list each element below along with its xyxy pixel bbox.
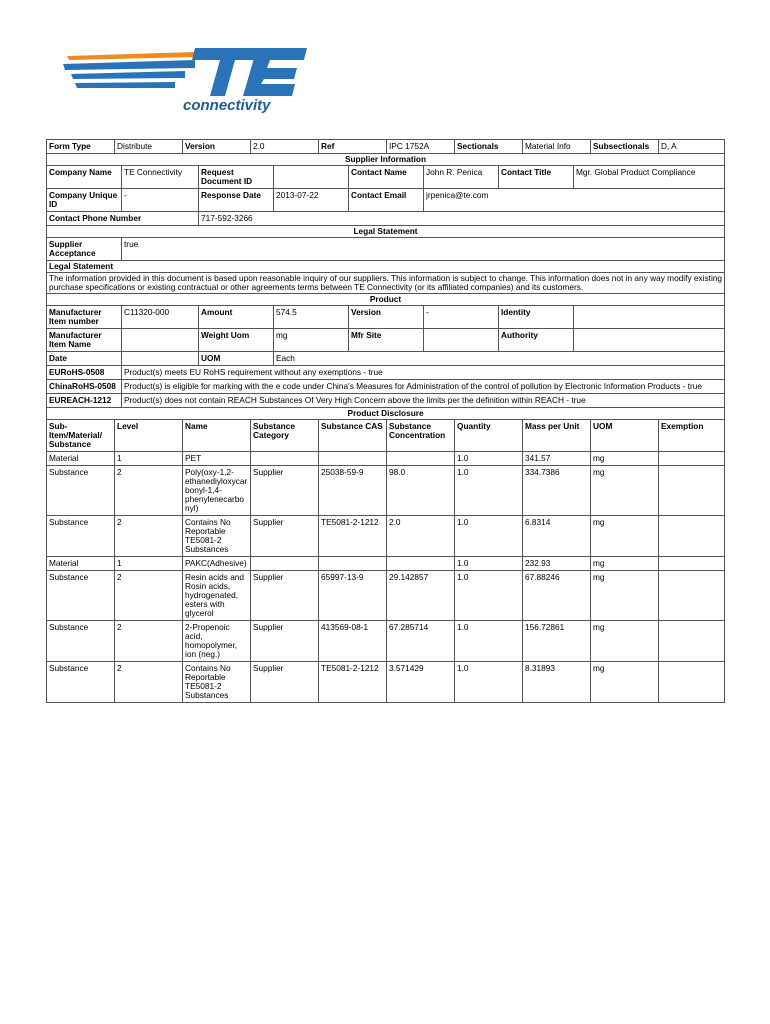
company-name-label: Company Name — [47, 166, 122, 189]
table-cell: mg — [591, 621, 659, 662]
table-row — [47, 516, 725, 557]
table-cell: 65997-13-9 — [319, 571, 387, 621]
chinarohs-value: Product(s) is eligible for marking with the e code under China's Measures for Administration of the control of pollution by Electronic Information Products - true — [122, 380, 725, 394]
table-cell: 1.0 — [455, 571, 523, 621]
table-row — [47, 557, 725, 571]
eureach-label: EUREACH-1212 — [47, 394, 122, 408]
mfr-site-label: Mfr Site — [349, 329, 424, 352]
table-cell — [387, 452, 455, 466]
table-cell: mg — [591, 557, 659, 571]
subsectionals-label: Subsectionals — [591, 140, 659, 154]
table-cell: 232.93 — [523, 557, 591, 571]
company-unique-id-label: Company Unique ID — [47, 189, 122, 212]
form-type-value: Distribute — [115, 140, 183, 154]
legal-statement-text: The information provided in this document is based upon reasonable inquiry of our suppliers. This information is subject to change. This information does not in any way modify existing purchase specifications or existing contractual or other agreements terms between TE Connectivity (or its affiliated companies) and its customers. — [47, 273, 725, 294]
table-cell — [659, 452, 725, 466]
te-connectivity-logo — [45, 38, 315, 118]
chinarohs-row — [47, 380, 725, 394]
supplier-row-1 — [47, 166, 725, 189]
table-cell: 2 — [115, 662, 183, 703]
ref-value: IPC 1752A — [387, 140, 455, 154]
table-cell: 3.571429 — [387, 662, 455, 703]
table-cell: PET — [183, 452, 251, 466]
column-header: Sub-Item/Material/ Substance — [47, 420, 115, 452]
eureach-value: Product(s) does not contain REACH Substances Of Very High Concern above the limits per the definition within REACH - true — [122, 394, 725, 408]
authority-value — [574, 329, 725, 352]
table-cell: Poly(oxy-1,2-ethanediyloxycarbonyl-1,4-phenylenecarbonyl) — [183, 466, 251, 516]
table-row — [47, 466, 725, 516]
table-cell: mg — [591, 466, 659, 516]
table-cell — [659, 662, 725, 703]
table-cell: mg — [591, 452, 659, 466]
table-cell: 156.72861 — [523, 621, 591, 662]
table-cell: Contains No Reportable TE5081-2 Substances — [183, 662, 251, 703]
declaration-document — [46, 139, 724, 703]
table-cell: 1 — [115, 557, 183, 571]
date-value — [122, 352, 199, 366]
supplier-row-2 — [47, 189, 725, 212]
table-cell: mg — [591, 571, 659, 621]
table-cell: mg — [591, 516, 659, 557]
table-cell: Material — [47, 557, 115, 571]
column-header: Name — [183, 420, 251, 452]
response-date-value: 2013-07-22 — [274, 189, 349, 212]
product-row-3 — [47, 352, 725, 366]
chinarohs-label: ChinaRoHS-0508 — [47, 380, 122, 394]
response-date-label: Response Date — [199, 189, 274, 212]
mfr-item-number-label: Manufacturer Item number — [47, 306, 122, 329]
disclosure-table — [46, 407, 725, 703]
table-row — [47, 452, 725, 466]
table-cell: TE5081-2-1212 — [319, 662, 387, 703]
table-cell: Contains No Reportable TE5081-2 Substances — [183, 516, 251, 557]
supplier-acceptance-label: Supplier Acceptance — [47, 238, 122, 261]
subsectionals-value: D, A — [659, 140, 725, 154]
supplier-row-3 — [47, 212, 725, 226]
table-row — [47, 621, 725, 662]
table-cell: TE5081-2-1212 — [319, 516, 387, 557]
product-row-1 — [47, 306, 725, 329]
header-row — [47, 140, 725, 154]
product-row-2 — [47, 329, 725, 352]
request-doc-id-label: Request Document ID — [199, 166, 274, 189]
table-cell — [319, 557, 387, 571]
table-cell: 98.0 — [387, 466, 455, 516]
contact-title-value: Mgr. Global Product Compliance — [574, 166, 725, 189]
table-cell: 2 — [115, 466, 183, 516]
mfr-item-name-value — [122, 329, 199, 352]
table-cell: 29.142857 — [387, 571, 455, 621]
column-header: Substance Concentration — [387, 420, 455, 452]
disclosure-section-title: Product Disclosure — [47, 408, 725, 420]
eurohs-row — [47, 366, 725, 380]
uom-value: Each — [274, 352, 725, 366]
table-cell: 1.0 — [455, 621, 523, 662]
eurohs-value: Product(s) meets EU RoHS requirement without any exemptions - true — [122, 366, 725, 380]
table-cell: Substance — [47, 621, 115, 662]
table-cell: 2.0 — [387, 516, 455, 557]
table-cell — [659, 466, 725, 516]
table-cell: 1.0 — [455, 516, 523, 557]
table-cell — [659, 516, 725, 557]
table-cell: Substance — [47, 662, 115, 703]
product-section-title: Product — [47, 294, 725, 306]
table-cell: 1.0 — [455, 557, 523, 571]
contact-phone-label: Contact Phone Number — [47, 212, 199, 226]
product-version-label: Version — [349, 306, 424, 329]
table-cell: 2-Propenoic acid, homopolymer, ion (neg.) — [183, 621, 251, 662]
date-label: Date — [47, 352, 122, 366]
identity-value — [574, 306, 725, 329]
table-cell: 8.31893 — [523, 662, 591, 703]
request-doc-id-value — [274, 166, 349, 189]
table-cell — [659, 571, 725, 621]
table-cell — [251, 452, 319, 466]
company-name-value: TE Connectivity — [122, 166, 199, 189]
table-cell: 2 — [115, 571, 183, 621]
eurohs-label: EURoHS-0508 — [47, 366, 122, 380]
table-cell: 25038-59-9 — [319, 466, 387, 516]
acceptance-row — [47, 238, 725, 261]
company-unique-id-value: - — [122, 189, 199, 212]
table-cell: Substance — [47, 571, 115, 621]
column-header: Substance CAS — [319, 420, 387, 452]
table-cell: Material — [47, 452, 115, 466]
mfr-site-value — [424, 329, 499, 352]
table-cell: PAKC(Adhesive) — [183, 557, 251, 571]
disclosure-rows — [47, 452, 725, 703]
table-cell: Supplier — [251, 466, 319, 516]
column-header: Mass per Unit — [523, 420, 591, 452]
table-row — [47, 662, 725, 703]
contact-title-label: Contact Title — [499, 166, 574, 189]
table-cell: 341.57 — [523, 452, 591, 466]
mfr-item-number-value: C11320-000 — [122, 306, 199, 329]
sectionals-label: Sectionals — [455, 140, 523, 154]
contact-name-label: Contact Name — [349, 166, 424, 189]
table-cell: Substance — [47, 516, 115, 557]
weight-uom-label: Weight Uom — [199, 329, 274, 352]
amount-value: 574.5 — [274, 306, 349, 329]
identity-label: Identity — [499, 306, 574, 329]
table-cell: 67.285714 — [387, 621, 455, 662]
legal-section-title: Legal Statement — [47, 226, 725, 238]
version-label: Version — [183, 140, 251, 154]
table-cell — [659, 621, 725, 662]
disclosure-header-row — [47, 420, 725, 452]
contact-email-value: jrpenica@te.com — [424, 189, 725, 212]
table-cell: Supplier — [251, 571, 319, 621]
uom-label: UOM — [199, 352, 274, 366]
contact-name-value: John R. Penica — [424, 166, 499, 189]
column-header: UOM — [591, 420, 659, 452]
eureach-row — [47, 394, 725, 408]
table-cell: Supplier — [251, 516, 319, 557]
ref-label: Ref — [319, 140, 387, 154]
column-header: Exemption — [659, 420, 725, 452]
version-value: 2.0 — [251, 140, 319, 154]
table-cell: 334.7386 — [523, 466, 591, 516]
contact-phone-value: 717-592-3266 — [199, 212, 725, 226]
table-cell: 2 — [115, 621, 183, 662]
supplier-section-title: Supplier Information — [47, 154, 725, 166]
form-type-label: Form Type — [47, 140, 115, 154]
table-cell: 1.0 — [455, 452, 523, 466]
table-cell: 2 — [115, 516, 183, 557]
legal-statement-label: Legal Statement — [47, 261, 725, 273]
column-header: Level — [115, 420, 183, 452]
mfr-item-name-label: Manufacturer Item Name — [47, 329, 122, 352]
table-cell: 1 — [115, 452, 183, 466]
table-cell: Substance — [47, 466, 115, 516]
table-row — [47, 571, 725, 621]
table-cell — [251, 557, 319, 571]
table-cell: 1.0 — [455, 466, 523, 516]
table-cell: Supplier — [251, 662, 319, 703]
table-cell: 1.0 — [455, 662, 523, 703]
table-cell: 413569-08-1 — [319, 621, 387, 662]
product-version-value: - — [424, 306, 499, 329]
supplier-table — [46, 153, 725, 408]
table-cell — [387, 557, 455, 571]
amount-label: Amount — [199, 306, 274, 329]
sectionals-value: Material Info — [523, 140, 591, 154]
table-cell — [659, 557, 725, 571]
header-table — [46, 139, 725, 154]
table-cell: Supplier — [251, 621, 319, 662]
table-cell — [319, 452, 387, 466]
table-cell: 67.88246 — [523, 571, 591, 621]
table-cell: 6.8314 — [523, 516, 591, 557]
logo-subtext: connectivity — [183, 97, 271, 114]
table-cell: Resin acids and Rosin acids, hydrogenated, esters with glycerol — [183, 571, 251, 621]
authority-label: Authority — [499, 329, 574, 352]
table-cell: mg — [591, 662, 659, 703]
supplier-acceptance-value: true — [122, 238, 725, 261]
weight-uom-value: mg — [274, 329, 349, 352]
column-header: Quantity — [455, 420, 523, 452]
contact-email-label: Contact Email — [349, 189, 424, 212]
column-header: Substance Category — [251, 420, 319, 452]
